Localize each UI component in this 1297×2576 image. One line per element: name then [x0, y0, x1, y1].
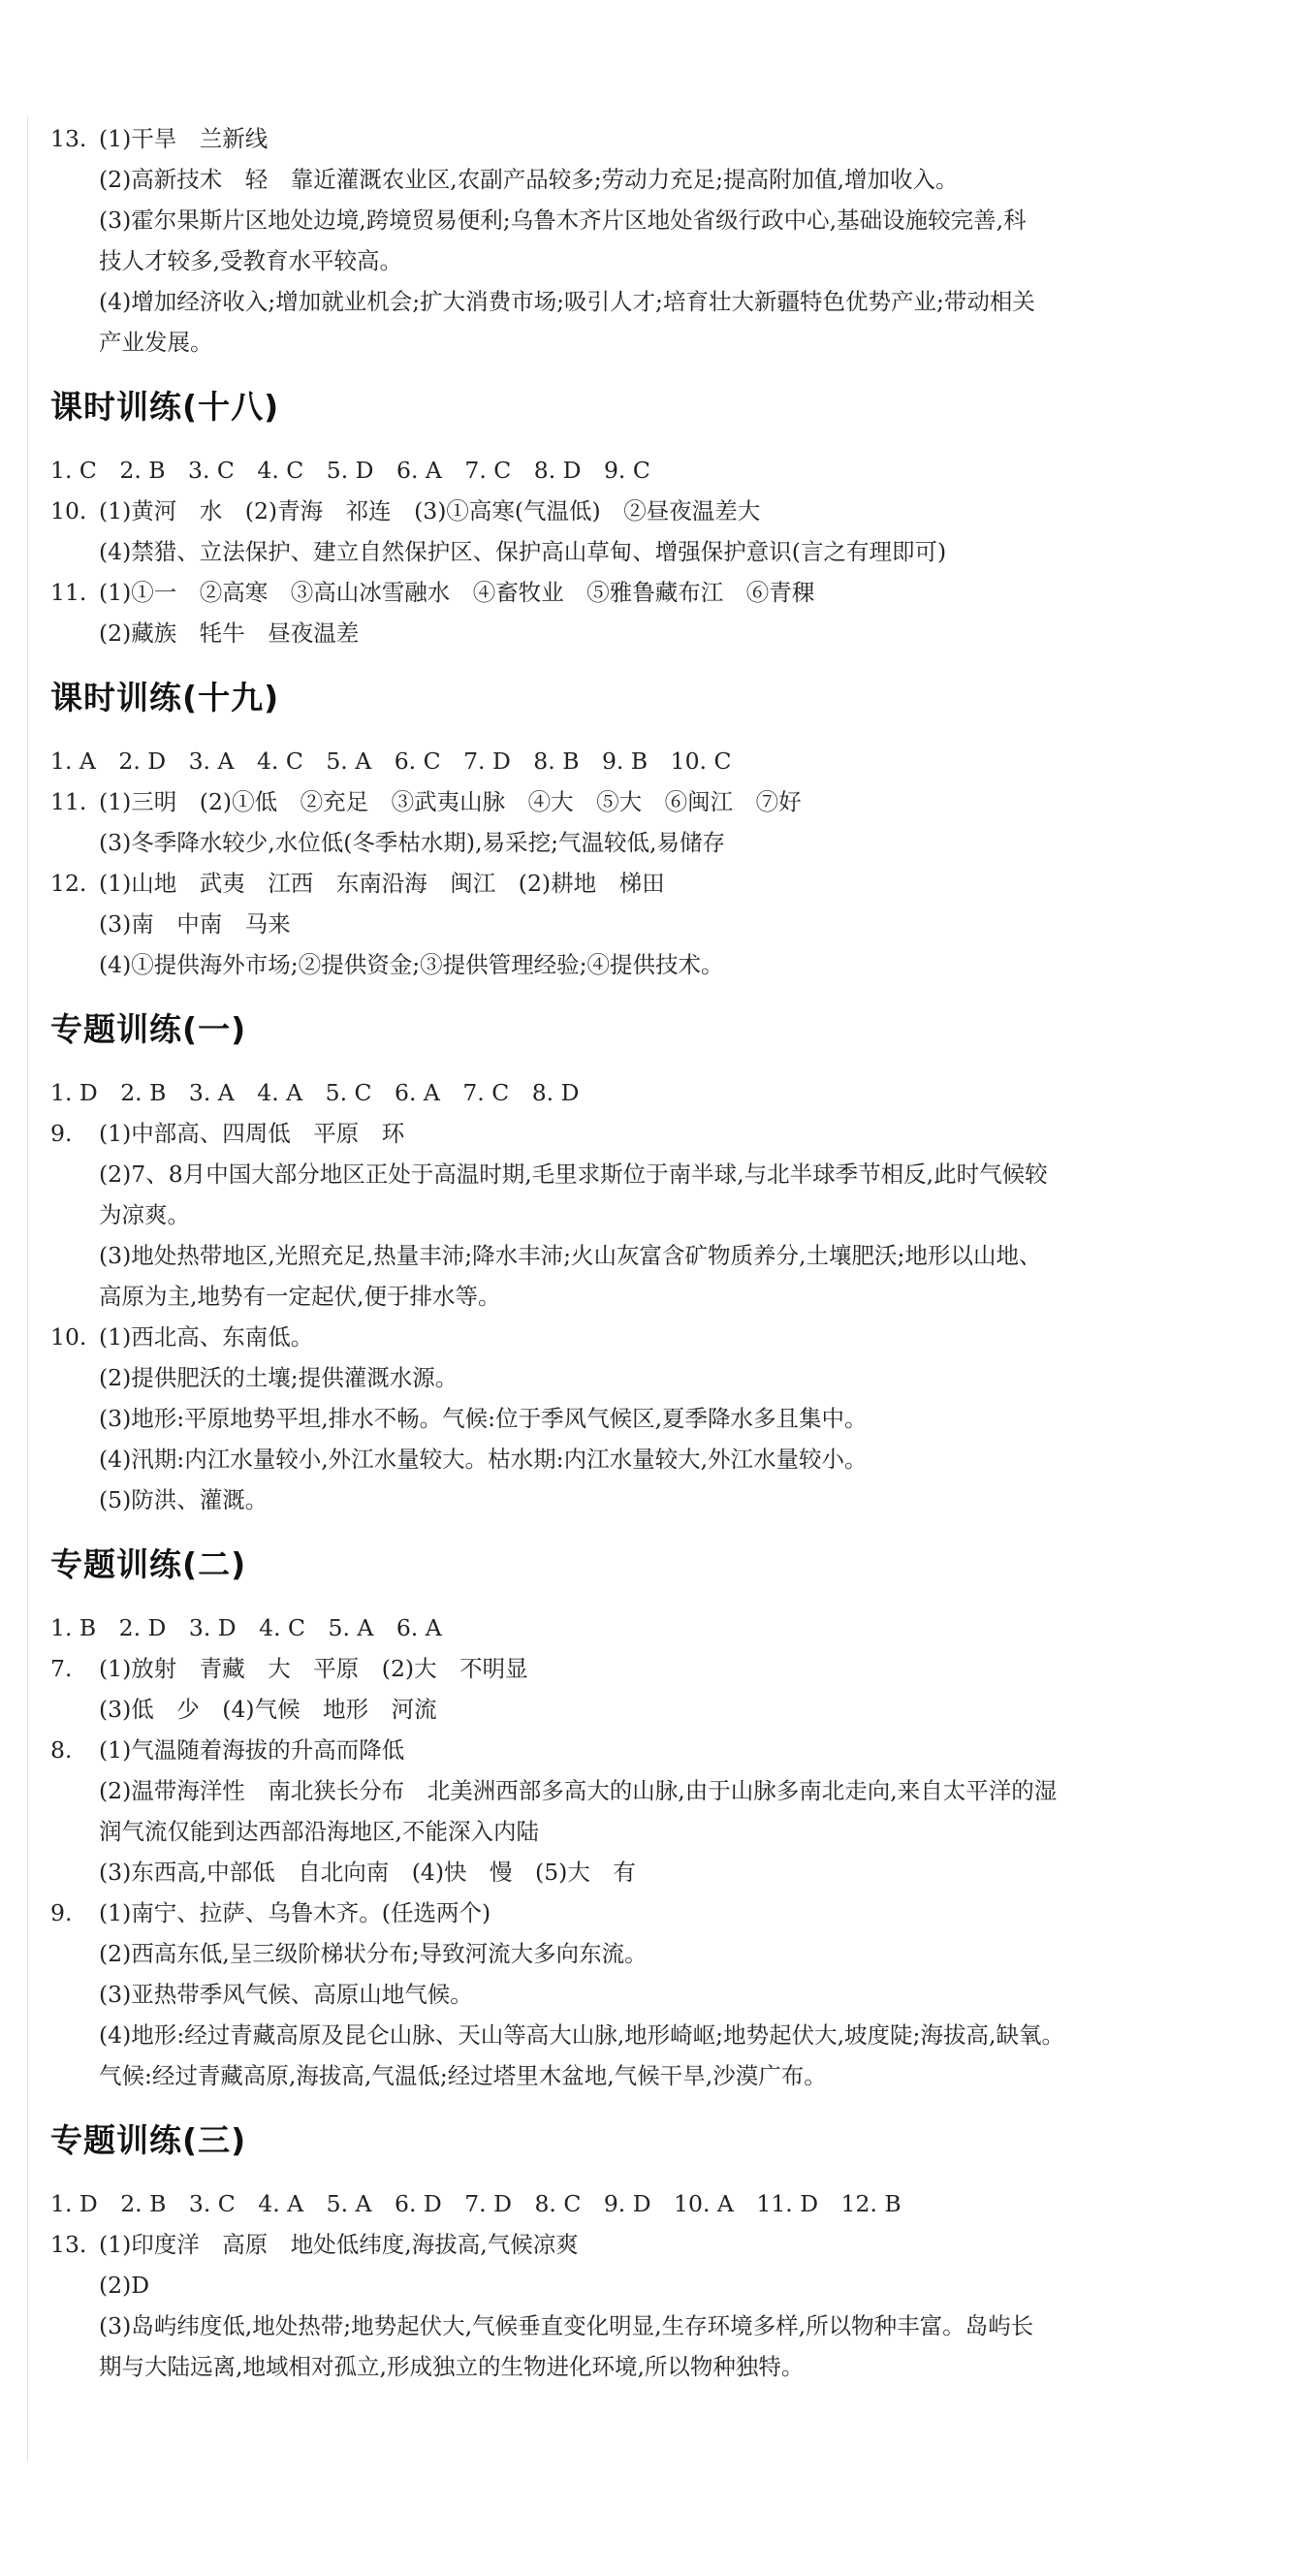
answer-line: (3)南 中南 马来: [99, 910, 291, 938]
multiple-choice-answers: 1. D 2. B 3. C 4. A 5. A 6. D 7. D 8. C 9. D 10. A 11. D 12. B: [50, 2190, 902, 2217]
answer-line: 期与大陆远离,地域相对孤立,形成独立的生物进化环境,所以物种独特。: [99, 2353, 805, 2380]
answer-line: 产业发展。: [99, 329, 213, 356]
answer-line: (3)地形:平原地势平坦,排水不畅。气候:位于季风气候区,夏季降水多且集中。: [99, 1405, 868, 1432]
answer-line: 为凉爽。: [99, 1201, 190, 1228]
answer-text: (1)放射 青藏 大 平原 (2)大 不明显: [99, 1655, 528, 1682]
answer-line: (3)东西高,中部低 自北向南 (4)快 慢 (5)大 有: [99, 1859, 636, 1886]
answer-text: (1)印度洋 高原 地处低纬度,海拔高,气候凉爽: [99, 2231, 579, 2258]
answer-line: [50, 781, 1274, 822]
answer-line: (3)岛屿纬度低,地处热带;地势起伏大,气候垂直变化明显,生存环境多样,所以物种丰富。岛屿长: [99, 2312, 1034, 2339]
question-number: 12.: [50, 870, 87, 897]
answer-line: (4)地形:经过青藏高原及昆仑山脉、天山等高大山脉,地形崎岖;地势起伏大,坡度陡;海拔高,缺氧。: [99, 2021, 1064, 2049]
answer-line: (3)冬季降水较少,水位低(冬季枯水期),易采挖;气温较低,易储存: [99, 829, 725, 856]
section-topic-1: [50, 1006, 1274, 1520]
answer-line: (2)高新技术 轻 靠近灌溉农业区,农副产品较多;劳动力充足;提高附加值,增加收入。: [99, 166, 959, 193]
question-number: 10.: [50, 1323, 87, 1351]
binding-gutter-line: [27, 116, 28, 2463]
answer-line: (2)藏族 牦牛 昼夜温差: [99, 620, 360, 647]
answer-line: (3)霍尔果斯片区地处边境,跨境贸易便利;乌鲁木齐片区地处省级行政中心,基础设施较完善,科: [99, 207, 1027, 234]
question-9: [50, 1113, 1274, 1317]
answer-line: [50, 572, 1274, 613]
answer-line: [50, 1113, 1274, 1154]
section-continuation: [50, 118, 1274, 363]
section-heading: 专题训练(一): [50, 1010, 247, 1048]
question-7: [50, 1648, 1274, 1730]
answer-line: [50, 1892, 1274, 1933]
answer-line: 技人才较多,受教育水平较高。: [99, 247, 402, 274]
answer-content: [50, 118, 1274, 2387]
multiple-choice-answers: 1. C 2. B 3. C 4. C 5. D 6. A 7. C 8. D 9. C: [50, 457, 650, 484]
section-topic-2: [50, 1542, 1274, 2096]
answer-line: 气候:经过青藏高原,海拔高,气温低;经过塔里木盆地,气候干旱,沙漠广布。: [99, 2062, 827, 2089]
question-number: 7.: [50, 1655, 73, 1682]
question-number: 9.: [50, 1120, 73, 1147]
answer-line: (2)提供肥沃的土壤;提供灌溉水源。: [99, 1364, 459, 1391]
answer-text: (1)南宁、拉萨、乌鲁木齐。(任选两个): [99, 1899, 491, 1926]
answer-text: (1)山地 武夷 江西 东南沿海 闽江 (2)耕地 梯田: [99, 870, 665, 897]
answer-line: (3)低 少 (4)气候 地形 河流: [99, 1696, 437, 1723]
answer-line: (4)汛期:内江水量较小,外江水量较大。枯水期:内江水量较大,外江水量较小。: [99, 1446, 868, 1473]
multiple-choice-answers: 1. B 2. D 3. D 4. C 5. A 6. A: [50, 1614, 442, 1641]
section-heading: 专题训练(三): [50, 2121, 247, 2159]
answer-line: (2)7、8月中国大部分地区正处于高温时期,毛里求斯位于南半球,与北半球季节相反,此时气候较: [99, 1161, 1048, 1188]
section-topic-3: [50, 2117, 1274, 2387]
question-11: [50, 781, 1274, 863]
section-lesson-18: [50, 384, 1274, 653]
answer-text: (1)①一 ②高寒 ③高山冰雪融水 ④畜牧业 ⑤雅鲁藏布江 ⑥青稞: [99, 579, 815, 606]
answer-line: [50, 2224, 1274, 2265]
answer-text: (1)黄河 水 (2)青海 祁连 (3)①高寒(气温低) ②昼夜温差大: [99, 497, 761, 525]
answer-line: (4)①提供海外市场;②提供资金;③提供管理经验;④提供技术。: [99, 951, 724, 978]
answer-line: (2)西高东低,呈三级阶梯状分布;导致河流大多向东流。: [99, 1940, 648, 1967]
answer-line: [50, 491, 1274, 531]
question-number: 13.: [50, 2231, 87, 2258]
question-number: 8.: [50, 1736, 73, 1764]
answer-line: [50, 118, 1274, 159]
question-8: [50, 1730, 1274, 1892]
section-heading: 课时训练(十九): [50, 679, 280, 716]
answer-line: 润气流仅能到达西部沿海地区,不能深入内陆: [99, 1818, 539, 1845]
answer-text: (1)干旱 兰新线: [99, 125, 269, 152]
question-number: 9.: [50, 1899, 73, 1926]
question-number: 13.: [50, 125, 87, 152]
answer-line: (2)D: [99, 2272, 150, 2299]
question-number: 11.: [50, 579, 87, 606]
question-11: [50, 572, 1274, 653]
question-10: [50, 491, 1274, 572]
answer-line: [50, 1317, 1274, 1357]
section-heading: 课时训练(十八): [50, 388, 280, 426]
multiple-choice-answers: 1. D 2. B 3. A 4. A 5. C 6. A 7. C 8. D: [50, 1079, 580, 1106]
answer-line: (4)增加经济收入;增加就业机会;扩大消费市场;吸引人才;培育壮大新疆特色优势产业;带动相关: [99, 288, 1035, 315]
answer-line: (5)防洪、灌溉。: [99, 1486, 269, 1513]
question-13: [50, 2224, 1274, 2387]
answer-line: (3)亚热带季风气候、高原山地气候。: [99, 1981, 473, 2008]
answer-line: 高原为主,地势有一定起伏,便于排水等。: [99, 1283, 501, 1310]
answer-line: (4)禁猎、立法保护、建立自然保护区、保护高山草甸、增强保护意识(言之有理即可): [99, 538, 947, 565]
answer-line: (3)地处热带地区,光照充足,热量丰沛;降水丰沛;火山灰富含矿物质养分,土壤肥沃;地形以山地、: [99, 1242, 1042, 1269]
answer-text: (1)气温随着海拔的升高而降低: [99, 1736, 405, 1764]
answer-line: (2)温带海洋性 南北狭长分布 北美洲西部多高大的山脉,由于山脉多南北走向,来自太平洋的湿: [99, 1777, 1058, 1804]
answer-line: [50, 1648, 1274, 1689]
question-12: [50, 863, 1274, 985]
question-number: 11.: [50, 788, 87, 815]
question-number: 10.: [50, 497, 87, 525]
question-9: [50, 1892, 1274, 2096]
question-10: [50, 1317, 1274, 1520]
answer-text: (1)西北高、东南低。: [99, 1323, 314, 1351]
answer-text: (1)中部高、四周低 平原 环: [99, 1120, 405, 1147]
section-heading: 专题训练(二): [50, 1545, 247, 1583]
section-lesson-19: [50, 675, 1274, 985]
answer-line: [50, 1730, 1274, 1770]
question-13: [50, 118, 1274, 363]
answer-text: (1)三明 (2)①低 ②充足 ③武夷山脉 ④大 ⑤大 ⑥闽江 ⑦好: [99, 788, 802, 815]
multiple-choice-answers: 1. A 2. D 3. A 4. C 5. A 6. C 7. D 8. B 9. B 10. C: [50, 747, 732, 775]
answer-line: [50, 863, 1274, 904]
